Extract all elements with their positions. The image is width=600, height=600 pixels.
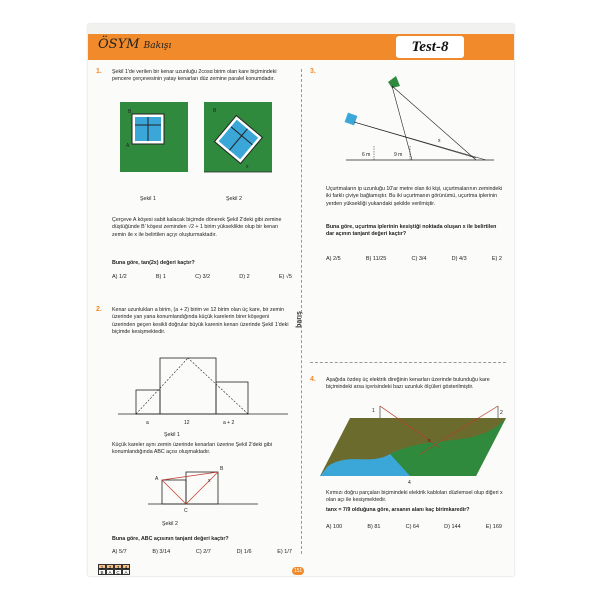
q3-label-6m: 6 m	[362, 152, 371, 158]
q4-figure	[320, 404, 506, 486]
q2-fig2-label-b: B	[220, 466, 224, 472]
answer-letter: A	[106, 569, 114, 575]
q4-option-d[interactable]: D) 144	[444, 524, 461, 530]
q4-number: 4.	[310, 376, 316, 383]
q2-option-b[interactable]: B) 3/14	[152, 549, 171, 555]
q1-fig2-label-b: B	[213, 108, 217, 114]
q3-kite1	[388, 76, 400, 88]
q2-fig2-caption: Şekil 2	[162, 521, 178, 527]
q2-fig2-label-a: A	[155, 476, 159, 482]
q1-option-b[interactable]: B) 1	[155, 274, 166, 280]
answer-key	[98, 564, 130, 575]
q4-intro: Aşağıda özdeş üç elektrik direğinin kenarları üzerinde bulunduğu kare biçimindeki arsa içerisindeki bazı uzunluk ölçüleri gösterilmiştir.	[326, 377, 490, 391]
answer-num: 3	[114, 564, 122, 569]
q1-options	[112, 274, 292, 280]
q3-question: Buna göre, uçurtma iplerinin kesiştiği noktada oluşan x ile belirtilen dar açının tanjant değeri kaçtır?	[326, 224, 497, 238]
q1-fig2-label-x: x	[246, 164, 249, 170]
q2-label-12: 12	[184, 420, 190, 426]
brand-logo: ÖSYM Bakışı	[98, 37, 172, 52]
q4-label-4: 4	[408, 480, 411, 486]
q3-option-b[interactable]: B) 11/25	[365, 256, 387, 262]
q2-option-e[interactable]: E) 1/7	[277, 549, 292, 555]
q4-label-1: 1	[372, 408, 375, 414]
q1-option-a[interactable]: A) 1/2	[112, 274, 127, 280]
q4-option-e[interactable]: E) 169	[485, 524, 502, 530]
q2-option-d[interactable]: D) 1/6	[236, 549, 252, 555]
q1-number: 1.	[96, 68, 102, 75]
q3-label-9m: 9 m	[394, 152, 403, 158]
q1-fig1-caption: Şekil 1	[140, 196, 156, 202]
q4-option-b[interactable]: B) 81	[367, 524, 381, 530]
q2-fig2	[148, 460, 258, 520]
q2-label-a: a	[146, 420, 149, 426]
q1-fig2-caption: Şekil 2	[226, 196, 242, 202]
q1-option-c[interactable]: C) 3/2	[195, 274, 211, 280]
q2-number: 2.	[96, 306, 102, 313]
q1-fig1-label-a: A	[126, 143, 130, 149]
answer-num: 2	[106, 564, 114, 569]
q2-option-a[interactable]: A) 5/7	[112, 549, 127, 555]
q4-option-c[interactable]: C) 64	[405, 524, 420, 530]
top-band	[88, 24, 514, 34]
q1-option-e[interactable]: E) √5	[278, 274, 292, 280]
q3-option-d[interactable]: D) 4/3	[451, 256, 467, 262]
q3-option-a[interactable]: A) 2/5	[326, 256, 341, 262]
q1-body: Çerçeve A köşesi sabit kalacak biçimde dönerek Şekil 2'deki gibi zemine düştüğünde B' köşesi zeminden √2 + 1 birim yükseklikte olup bir kenarı zemin ile x ile belirtilen açıyı oluşturmaktadır.	[112, 217, 282, 238]
q4-body: Kırmızı doğru parçaları biçimindeki elektrik kabloları düzlemsel olup diğeri x olan açı ile kesişmektedir.	[326, 490, 503, 504]
answer-num: 4	[122, 564, 130, 569]
q1-option-d[interactable]: D) 2	[239, 274, 250, 280]
q3-option-c[interactable]: C) 3/4	[411, 256, 427, 262]
answer-letter: A	[122, 569, 130, 575]
q2-option-c[interactable]: C) 2/7	[195, 549, 211, 555]
q2-intro: Kenar uzunlukları a birim, (a + 2) birim ve 12 birim olan üç kare, bir zemin üzerinde yan yana konumlandığında küçük karelerin birer köşegeni üzerinden geçen kesikli doğrular büyük karenin kenarı üzerinde Şekil 1'deki biçimde kesişmektedir.	[112, 307, 289, 336]
q3-figure	[326, 72, 496, 172]
q4-question: tanx = 7/9 olduğuna göre, arsanın alanı kaç birimkaredir?	[326, 507, 470, 513]
q3-label-x: x	[438, 138, 441, 144]
q2-big-square	[160, 358, 216, 414]
q4-option-a[interactable]: A) 100	[326, 524, 343, 530]
page-number: 151	[293, 568, 303, 574]
q2-fig1-caption: Şekil 1	[164, 432, 180, 438]
test-title: Test-8	[396, 36, 464, 58]
answer-letter: C	[114, 569, 122, 575]
side-label: barış	[295, 311, 303, 328]
q2-fig2-label-x: x	[208, 478, 211, 484]
q1-intro: Şekil 1'de verilen bir kenar uzunluğu 2cosα birim olan kare biçimindeki pencere çerçevesinin yatay kenarları düz zemine paralel konumdadır.	[112, 69, 277, 83]
q2-mid-square	[216, 382, 248, 414]
q3-kite2	[345, 113, 358, 126]
q3-intro: Uçurtmaların ip uzunluğu 10'ar metre olan iki kişi, uçurtmalarının zemindeki iki farklı çiviye bağlamıştır. Bu iki uçurtmanın görünümü, uçurtma iplerinin yerden yüksekliği yukarıdaki şekilde verilmiştir.	[326, 186, 503, 207]
q3-option-e[interactable]: E) 2	[491, 256, 502, 262]
q4-options	[326, 524, 502, 530]
q3-options	[326, 256, 502, 262]
q1-fig1-label-b: B	[128, 109, 132, 115]
answer-num: 1	[98, 564, 106, 569]
q4-label-x: x	[428, 438, 431, 444]
q2-fig1	[118, 354, 288, 434]
q2-label-a2: a + 2	[223, 420, 235, 426]
q3-number: 3.	[310, 68, 316, 75]
q2-options	[112, 549, 292, 555]
q2-question: Buna göre, ABC açısının tanjant değeri kaçtır?	[112, 536, 229, 542]
q1-question: Buna göre, tan(2x) değeri kaçtır?	[112, 260, 195, 266]
q2-body: Küçük kareler aynı zemin üzerinde kenarları üzerine Şekil 2'deki gibi konumlandığında ABC açısı oluşmaktadır.	[112, 442, 272, 456]
q1-figures	[118, 100, 278, 184]
q2-fig2-label-c: C	[184, 508, 188, 514]
q4-label-2: 2	[500, 410, 503, 416]
worksheet-page	[88, 24, 514, 576]
answer-letter: B	[98, 569, 106, 575]
row-divider	[310, 362, 506, 363]
